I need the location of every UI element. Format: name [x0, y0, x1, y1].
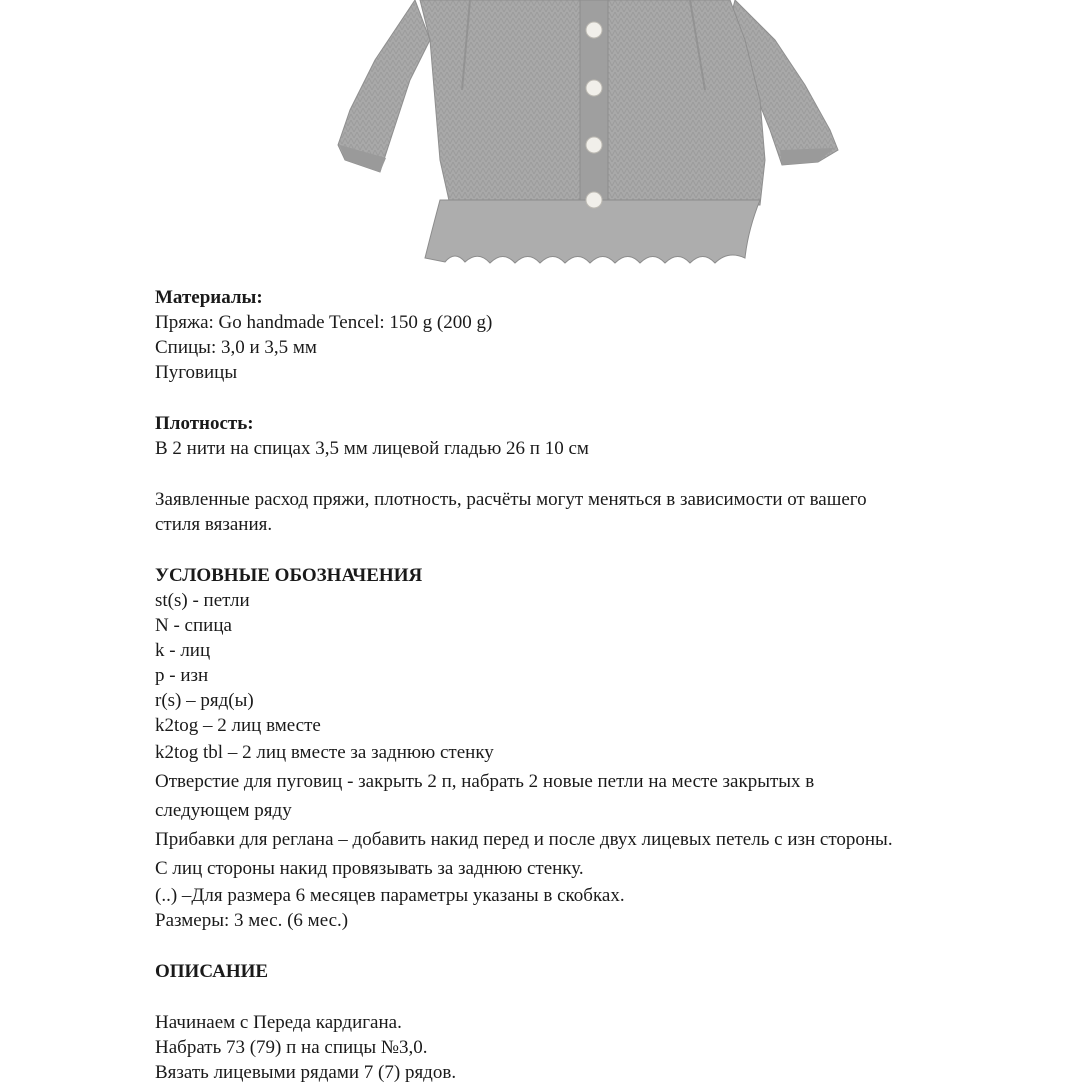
gauge-heading: Плотность:	[155, 413, 254, 434]
button-2	[586, 80, 602, 96]
legend-heading: УСЛОВНЫЕ ОБОЗНАЧЕНИЯ	[155, 565, 423, 586]
left-sleeve	[338, 0, 430, 172]
legend-item: С лиц стороны накид провязывать за заднюю стенку.	[155, 858, 584, 879]
legend-item: (..) –Для размера 6 месяцев параметры указаны в скобках.	[155, 885, 625, 906]
materials-buttons: Пуговицы	[155, 362, 238, 383]
description-line: Набрать 73 (79) п на спицы №3,0.	[155, 1037, 428, 1058]
legend-item: Отверстие для пуговиц - закрыть 2 п, набрать 2 новые петли на месте закрытых в	[155, 771, 815, 792]
description-heading: ОПИСАНИЕ	[155, 961, 269, 982]
legend-item: st(s) - петли	[155, 590, 250, 611]
disclaimer-line-2: стиля вязания.	[155, 514, 273, 535]
ruffle-hem	[425, 200, 760, 263]
materials-needles: Спицы: 3,0 и 3,5 мм	[155, 337, 317, 358]
materials-yarn: Пряжа: Go handmade Tencel: 150 g (200 g)	[155, 312, 493, 333]
materials-heading: Материалы:	[155, 287, 263, 308]
legend-item: Размеры: 3 мес. (6 мес.)	[155, 910, 349, 931]
legend-item: следующем ряду	[155, 800, 292, 821]
legend-item: Прибавки для реглана – добавить накид перед и после двух лицевых петель с изн стороны.	[155, 829, 893, 850]
button-4	[586, 192, 602, 208]
disclaimer-line-1: Заявленные расход пряжи, плотность, расчёты могут меняться в зависимости от вашего	[155, 489, 867, 510]
button-3	[586, 137, 602, 153]
legend-item: k2tog – 2 лиц вместе	[155, 715, 321, 736]
legend-item: k - лиц	[155, 640, 211, 661]
legend-section	[155, 563, 1035, 933]
legend-item: N - спица	[155, 615, 232, 636]
gauge-text: В 2 нити на спицах 3,5 мм лицевой гладью 26 п 10 см	[155, 438, 589, 459]
legend-item: p - изн	[155, 665, 209, 686]
description-line: Начинаем с Переда кардигана.	[155, 1012, 402, 1033]
pattern-document	[155, 285, 1035, 1085]
cardigan-photo	[0, 0, 1080, 272]
button-1	[586, 22, 602, 38]
description-line: Вязать лицевыми рядами 7 (7) рядов.	[155, 1062, 457, 1083]
legend-item: k2tog tbl – 2 лиц вместе за заднюю стенку	[155, 742, 494, 763]
legend-item: r(s) – ряд(ы)	[155, 690, 254, 711]
